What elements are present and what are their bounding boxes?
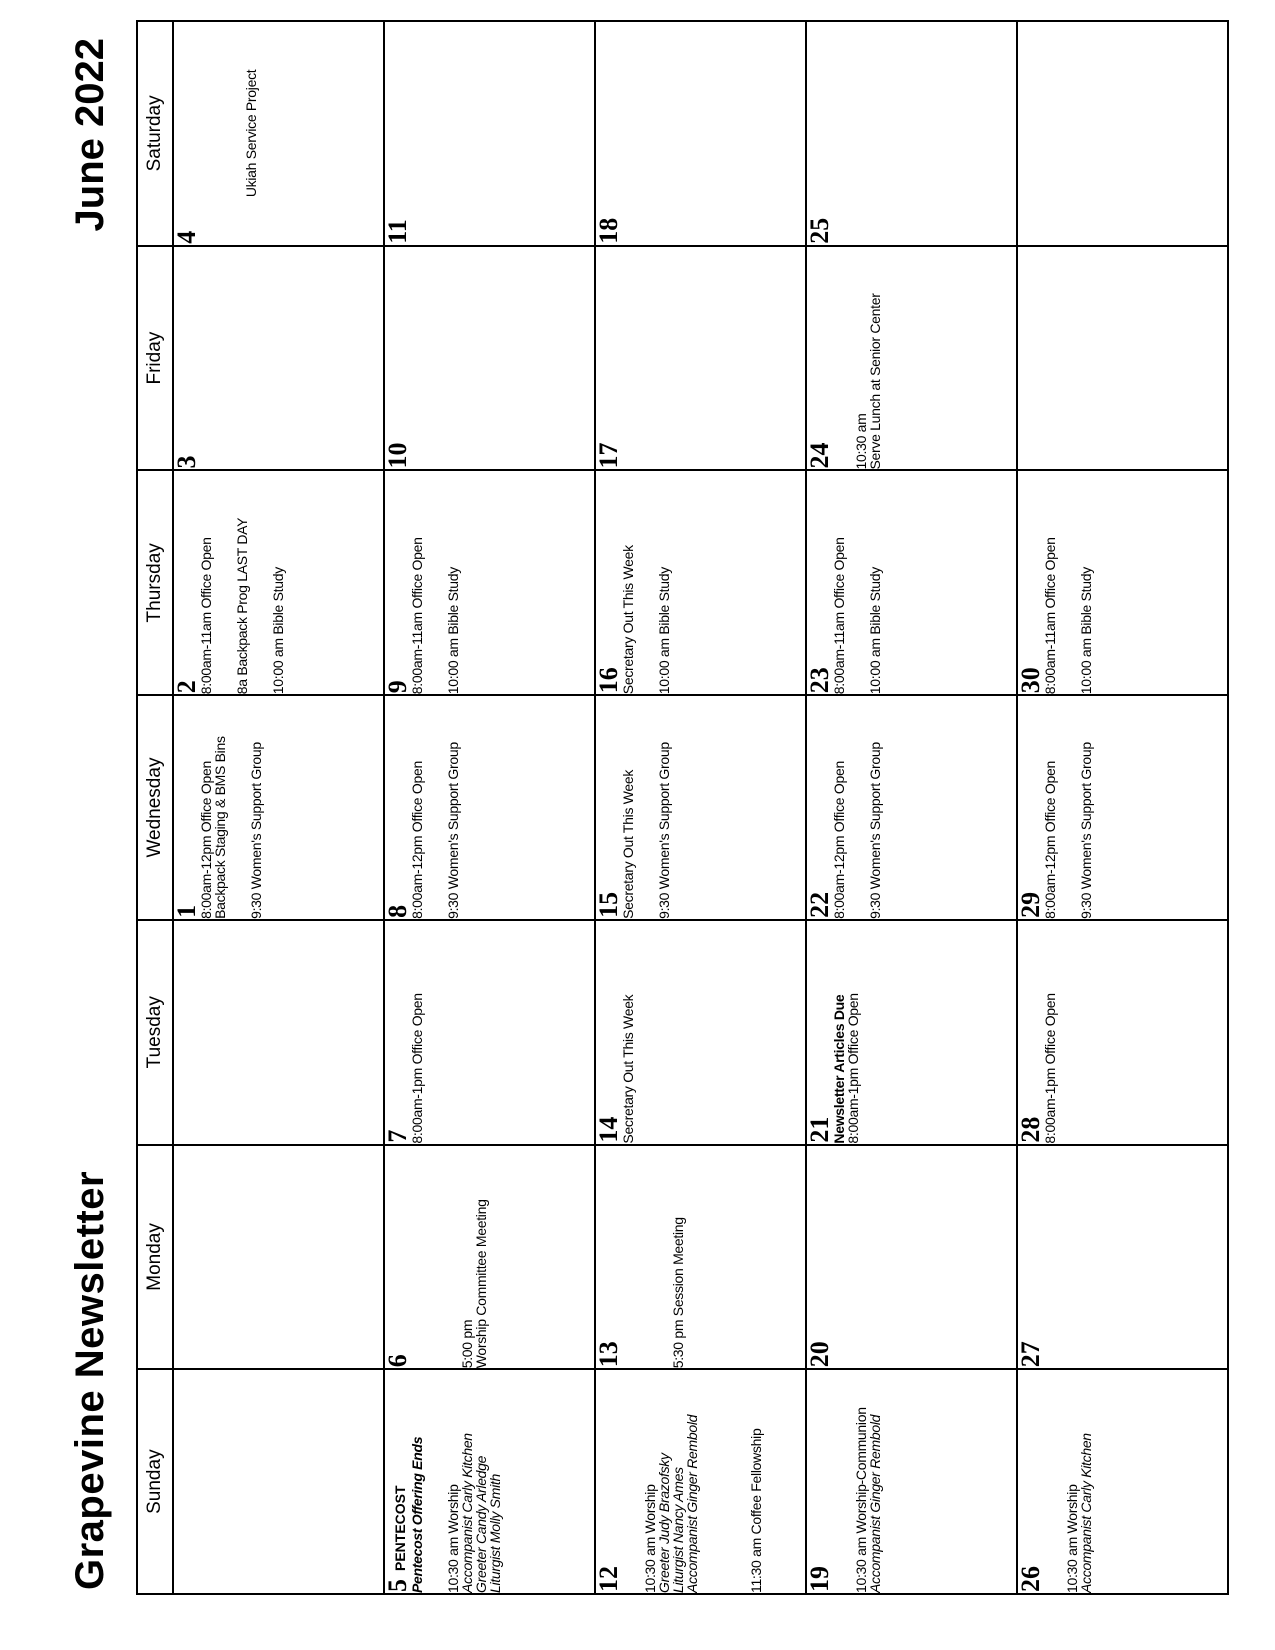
empty-day-cell <box>173 1145 384 1370</box>
day-cell-30 <box>1017 470 1228 695</box>
event-text: 10:00 am Bible Study <box>270 567 286 695</box>
event-text: 10:30 am <box>853 413 869 470</box>
event-text: 9:30 Women's Support Group <box>867 742 883 919</box>
day-number: 16 <box>594 667 623 694</box>
event-text: 8:00am-12pm Office Open <box>1042 761 1058 919</box>
event-text: 9:30 Women's Support Group <box>656 742 672 919</box>
event-text: Liturgist Nancy Ames <box>670 1467 686 1593</box>
event-text: Accompanist Ginger Rembold <box>867 1414 883 1593</box>
day-cell-1 <box>173 695 384 920</box>
month-title: June 2022 <box>68 38 112 232</box>
day-number: 29 <box>1016 891 1045 918</box>
event-text: Backpack Staging & BMS Bins <box>212 736 228 919</box>
day-cell-4 <box>173 21 384 246</box>
day-cell-19 <box>806 1369 1017 1594</box>
weekday-monday: Monday <box>137 1145 173 1370</box>
day-number: 14 <box>594 1116 623 1143</box>
newsletter-title: Grapevine Newsletter <box>68 1170 112 1590</box>
event-text: 8:00am-1pm Office Open <box>409 993 425 1144</box>
day-cell-18 <box>595 21 806 246</box>
day-number: 9 <box>383 680 412 694</box>
week-row-2 <box>384 21 595 1594</box>
event-text: 10:00 am Bible Study <box>656 567 672 695</box>
event-text: 9:30 Women's Support Group <box>445 742 461 919</box>
event-text: Greeter Judy Brazofsky <box>656 1453 672 1593</box>
weekday-tuesday: Tuesday <box>137 920 173 1145</box>
day-cell-17 <box>595 246 806 471</box>
event-text: Liturgist Molly Smith <box>487 1474 503 1593</box>
event-text: Ukiah Service Project <box>243 69 259 198</box>
day-cell-22 <box>806 695 1017 920</box>
day-cell-3 <box>173 246 384 471</box>
event-text: Accompanist Ginger Rembold <box>684 1414 700 1593</box>
event-text: 8:00am-11am Office Open <box>831 537 847 695</box>
day-cell-7 <box>384 920 595 1145</box>
weekday-friday: Friday <box>137 246 173 471</box>
day-number: 24 <box>805 442 834 469</box>
day-number: 3 <box>172 455 201 469</box>
day-number: 10 <box>383 442 412 469</box>
week-row-5 <box>1017 21 1228 1594</box>
empty-day-cell <box>1017 21 1228 246</box>
empty-day-cell <box>173 1369 384 1594</box>
event-text: 10:30 am Worship <box>445 1484 461 1593</box>
event-text: 8a Backpack Prog LAST DAY <box>234 517 250 695</box>
day-number: 6 <box>383 1354 412 1368</box>
day-number: 4 <box>172 230 201 244</box>
day-cell-8 <box>384 695 595 920</box>
event-text: 8:00am-11am Office Open <box>409 537 425 695</box>
day-number: 25 <box>805 217 834 244</box>
day-cell-26 <box>1017 1369 1228 1594</box>
day-cell-13 <box>595 1145 806 1370</box>
day-cell-15 <box>595 695 806 920</box>
day-number: 13 <box>594 1341 623 1368</box>
week-row-4 <box>806 21 1017 1594</box>
event-text: 8:00am-11am Office Open <box>1042 537 1058 695</box>
event-text: Secretary Out This Week <box>620 545 636 695</box>
event-text: 10:30 am Worship-Communion <box>853 1407 869 1593</box>
day-number: 18 <box>594 217 623 244</box>
day-cell-9 <box>384 470 595 695</box>
empty-day-cell <box>173 920 384 1145</box>
event-text: 10:30 am Worship <box>642 1484 658 1593</box>
event-text: 8:00am-12pm Office Open <box>409 761 425 919</box>
day-number: 23 <box>805 667 834 694</box>
day-number: 20 <box>805 1341 834 1368</box>
event-text: 9:30 Women's Support Group <box>1078 742 1094 919</box>
weekday-sunday: Sunday <box>137 1369 173 1594</box>
event-text: 8:00am-11am Office Open <box>198 537 214 695</box>
day-number: 12 <box>594 1566 623 1592</box>
holiday-label: PENTECOST <box>392 1485 408 1571</box>
day-cell-2 <box>173 470 384 695</box>
day-cell-28 <box>1017 920 1228 1145</box>
day-number: 27 <box>1016 1341 1045 1368</box>
event-text: 10:00 am Bible Study <box>445 567 461 695</box>
day-cell-25 <box>806 21 1017 246</box>
event-text: 8:00am-12pm Office Open <box>198 761 214 919</box>
day-cell-21 <box>806 920 1017 1145</box>
day-cell-10 <box>384 246 595 471</box>
event-text: 9:30 Women's Support Group <box>248 742 264 919</box>
event-text: 8:00am-1pm Office Open <box>845 993 861 1144</box>
day-number: 1 <box>172 904 201 918</box>
event-text: 5:30 pm Session Meeting <box>670 1217 686 1369</box>
day-cell-16 <box>595 470 806 695</box>
day-number: 30 <box>1016 667 1045 694</box>
event-text: 10:00 am Bible Study <box>867 567 883 695</box>
event-text: Greeter Candy Arledge <box>473 1455 489 1593</box>
week-row-1 <box>173 21 384 1594</box>
event-text: Accompanist Carly Kitchen <box>459 1433 475 1593</box>
day-number: 17 <box>594 442 623 469</box>
weekday-header-row <box>137 21 173 1594</box>
weekday-thursday: Thursday <box>137 470 173 695</box>
event-text: 10:00 am Bible Study <box>1078 567 1094 695</box>
day-cell-23 <box>806 470 1017 695</box>
event-text: 8:00am-1pm Office Open <box>1042 993 1058 1144</box>
day-cell-11 <box>384 21 595 246</box>
event-text: Secretary Out This Week <box>620 769 636 919</box>
calendar-grid <box>136 20 1229 1595</box>
event-text: Pentecost Offering Ends <box>409 1436 425 1593</box>
event-text: Serve Lunch at Senior Center <box>867 293 883 470</box>
weekday-saturday: Saturday <box>137 21 173 246</box>
event-text: 10:30 am Worship <box>1064 1484 1080 1593</box>
day-number: 2 <box>172 680 201 694</box>
day-cell-27 <box>1017 1145 1228 1370</box>
day-cell-29 <box>1017 695 1228 920</box>
event-text: Secretary Out This Week <box>620 994 636 1144</box>
day-number: 21 <box>805 1116 834 1143</box>
day-cell-12 <box>595 1369 806 1594</box>
event-text: 11:30 am Coffee Fellowship <box>748 1428 764 1593</box>
day-cell-5 <box>384 1369 595 1594</box>
day-number: 28 <box>1016 1116 1045 1143</box>
day-number: 11 <box>383 219 412 244</box>
day-number: 19 <box>805 1566 834 1592</box>
day-number: 22 <box>805 891 834 918</box>
weekday-wednesday: Wednesday <box>137 695 173 920</box>
day-number: 26 <box>1016 1566 1045 1592</box>
day-number: 8 <box>383 904 412 918</box>
event-text: Newsletter Articles Due <box>831 994 847 1144</box>
event-text: 5:00 pm <box>459 1319 475 1369</box>
day-cell-6 <box>384 1145 595 1370</box>
day-number: 15 <box>594 891 623 918</box>
day-number: 5 <box>383 1579 412 1592</box>
event-text: 8:00am-12pm Office Open <box>831 761 847 919</box>
day-number: 7 <box>383 1129 412 1143</box>
day-cell-14 <box>595 920 806 1145</box>
day-cell-24 <box>806 246 1017 471</box>
empty-day-cell <box>1017 246 1228 471</box>
event-text: Worship Committee Meeting <box>473 1199 489 1369</box>
week-row-3 <box>595 21 806 1594</box>
day-cell-20 <box>806 1145 1017 1370</box>
event-text: Accompanist Carly Kitchen <box>1078 1433 1094 1593</box>
